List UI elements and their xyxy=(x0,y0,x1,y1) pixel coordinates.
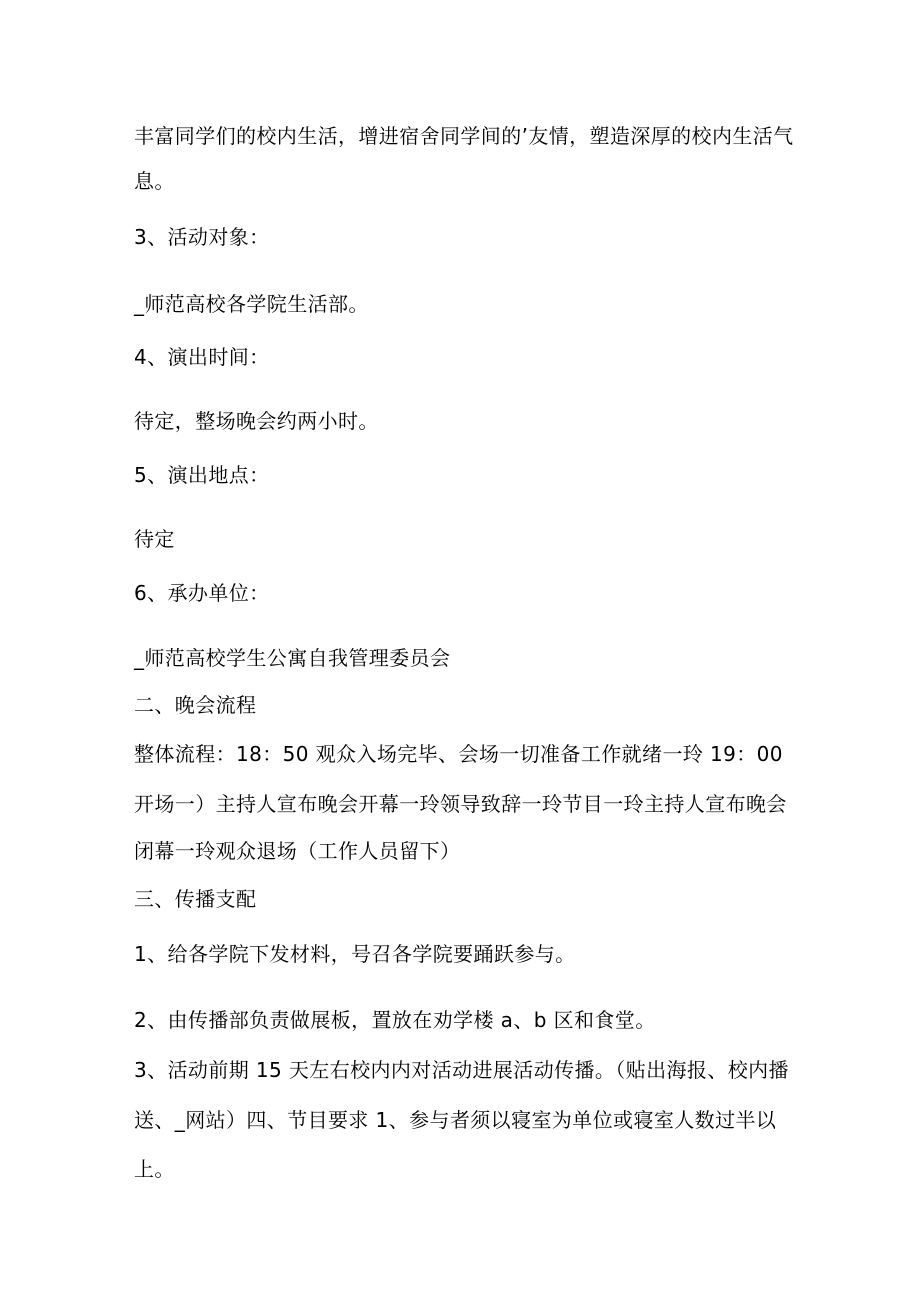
text-publicity-item-1: 1、给各学院下发材料，号召各学院要踊跃参与。 xyxy=(134,942,576,966)
text-performance-time: 待定，整场晚会约两小时。 xyxy=(134,409,379,433)
text-program-flow-line-3: 闭幕一玲观众退场（工作人员留下） xyxy=(134,839,461,863)
heading-performance-time: 4、演出时间： xyxy=(134,345,270,369)
section-heading-program-flow: 二、晚会流程 xyxy=(134,693,257,717)
paragraph-purpose-line-2: 息。 xyxy=(134,169,175,193)
paragraph-purpose-line-1: 丰富同学们的校内生活，增进宿舍同学间的’友情，塑造深厚的校内生活气 xyxy=(134,124,794,148)
text-organizer: _师范高校学生公寓自我管理委员会 xyxy=(134,646,451,670)
heading-performance-location: 5、演出地点： xyxy=(134,463,270,487)
text-publicity-item-2: 2、由传播部负责做展板，置放在劝学楼 a、b 区和食堂。 xyxy=(134,1008,656,1032)
text-activity-target: _师范高校各学院生活部。 xyxy=(134,292,369,316)
text-publicity-item-3-line-1: 3、活动前期 15 天左右校内内对活动进展活动传播。（贴出海报、校内播 xyxy=(134,1058,789,1082)
heading-organizer: 6、承办单位： xyxy=(134,581,270,605)
text-performance-location: 待定 xyxy=(134,527,175,551)
text-program-flow-line-2: 开场一）主持人宣布晚会开幕一玲领导致辞一玲节目一玲主持人宣布晚会 xyxy=(134,792,787,816)
text-publicity-item-3-line-3: 上。 xyxy=(134,1157,175,1181)
text-publicity-item-3-line-2: 送、_网站）四、节目要求 1、参与者须以寝室为单位或寝室人数过半以 xyxy=(134,1108,777,1132)
heading-activity-target: 3、活动对象： xyxy=(134,225,270,249)
text-program-flow-line-1: 整体流程：18：50 观众入场完毕、会场一切准备工作就绪一玲 19：00 xyxy=(134,742,783,766)
section-heading-publicity: 三、传播支配 xyxy=(134,887,257,911)
